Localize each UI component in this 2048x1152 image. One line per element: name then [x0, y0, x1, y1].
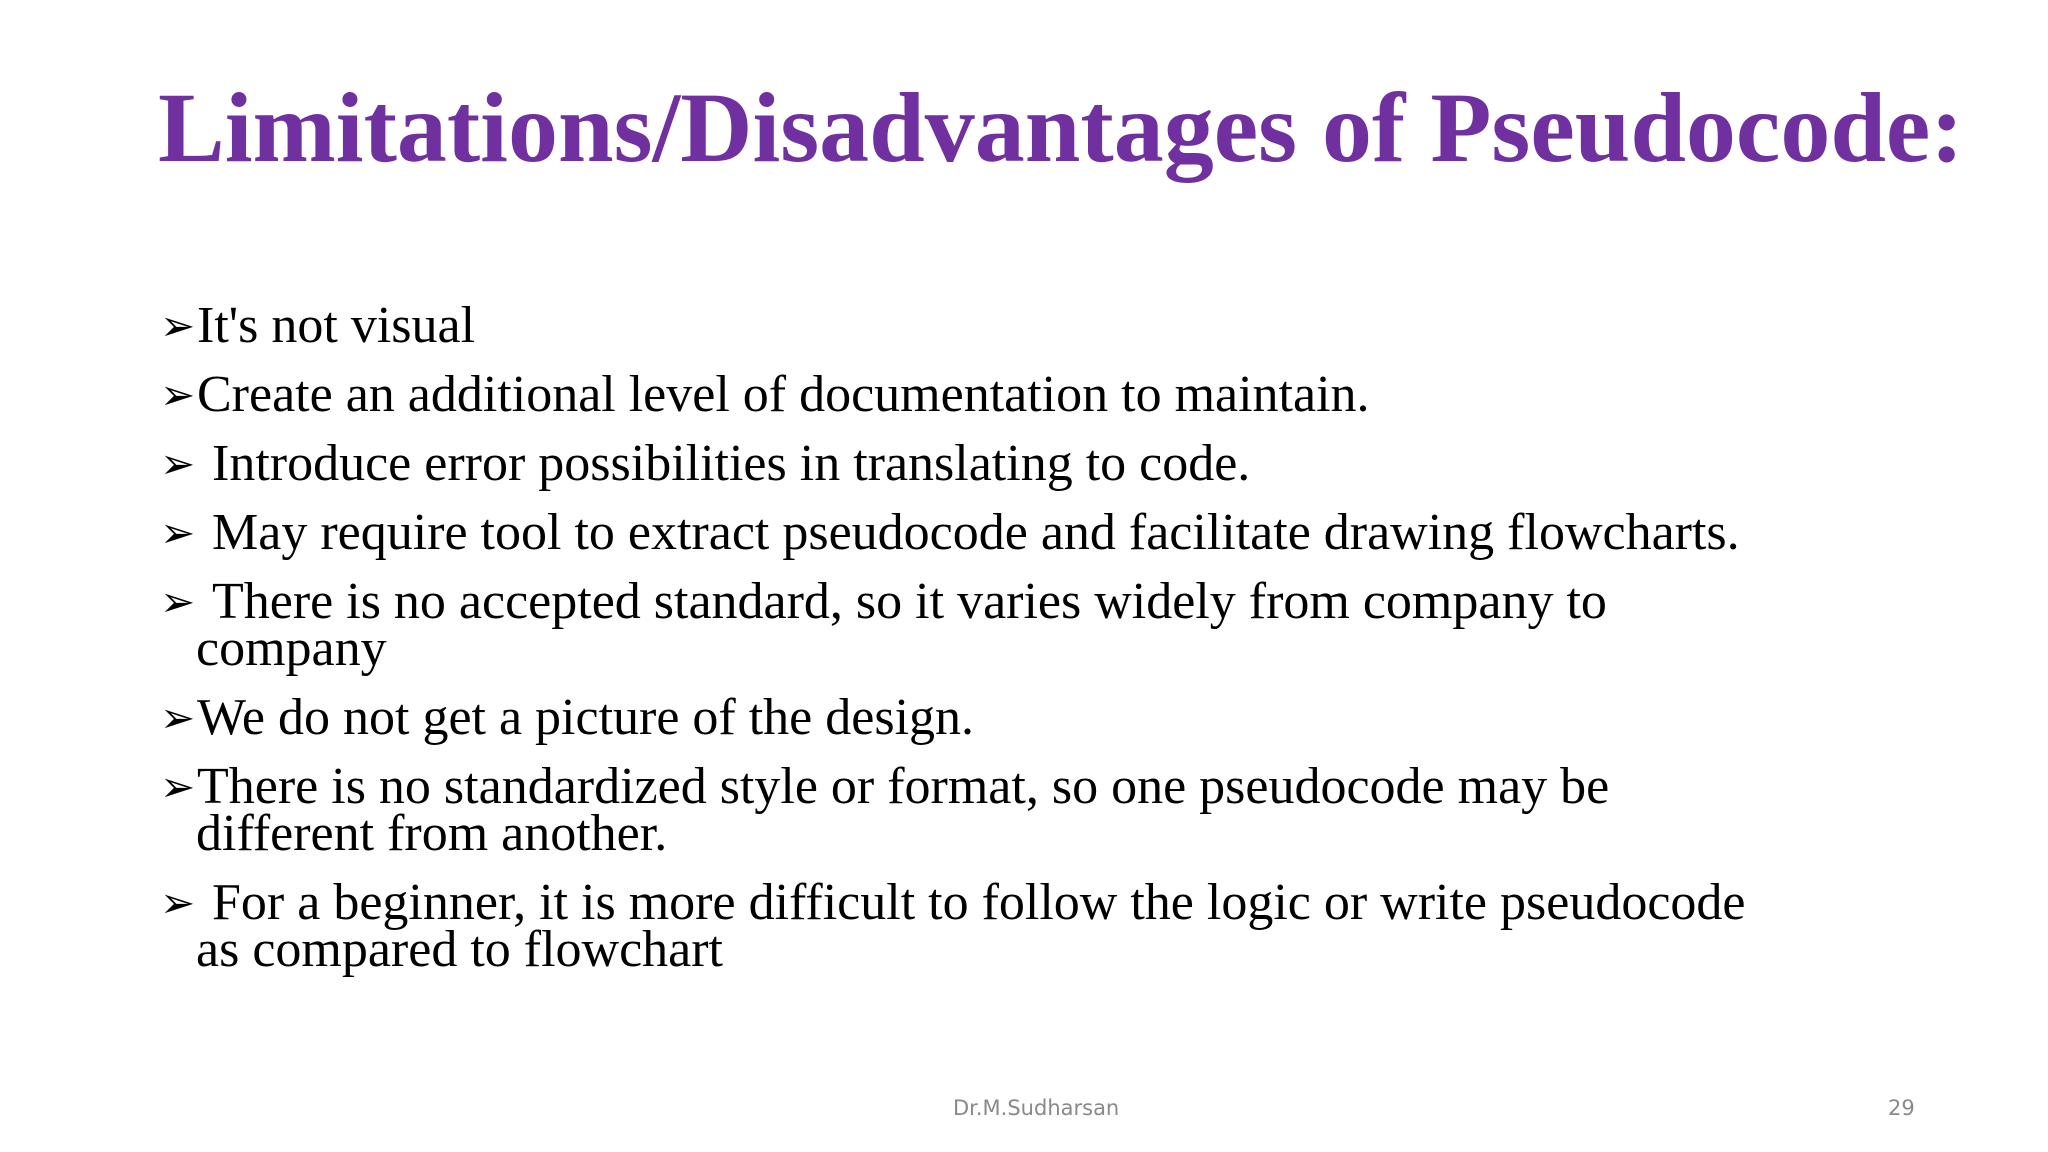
bullet-text: We do not get a picture of the design.	[197, 689, 975, 746]
bullet-continuation: company	[196, 620, 387, 677]
bullet-item	[160, 689, 1980, 746]
footer-author: Dr.M.Sudharsan	[953, 1096, 1120, 1120]
arrowhead-bullet-icon: ➢	[160, 878, 196, 927]
arrowhead-bullet-icon: ➢	[160, 577, 196, 626]
bullet-text: May require tool to extract pseudocode and facilitate drawing flowcharts.	[212, 504, 1740, 561]
bullet-item	[160, 874, 1980, 978]
bullet-continuation: different from another.	[196, 805, 668, 862]
bullet-item	[160, 297, 1980, 354]
bullet-item	[160, 435, 1980, 492]
bullet-text: Create an additional level of documentation to maintain.	[197, 366, 1370, 423]
bullet-item	[160, 366, 1980, 423]
arrowhead-bullet-icon: ➢	[160, 508, 196, 557]
arrowhead-bullet-icon: ➢	[160, 370, 196, 419]
bullet-text: There is no standardized style or format, so one pseudocode may be	[197, 758, 1610, 815]
bullet-item	[160, 573, 1980, 677]
bullet-text: There is no accepted standard, so it varies widely from company to	[212, 573, 1607, 630]
arrowhead-bullet-icon: ➢	[160, 693, 196, 742]
slide-page-number: 29	[1888, 1096, 1915, 1120]
bullet-text: For a beginner, it is more difficult to follow the logic or write pseudocode	[212, 874, 1746, 931]
bullet-list	[160, 297, 1980, 995]
bullet-text: Introduce error possibilities in translating to code.	[212, 435, 1251, 492]
arrowhead-bullet-icon: ➢	[160, 439, 196, 488]
slide-title: Limitations/Disadvantages of Pseudocode:	[158, 72, 1964, 183]
bullet-continuation: as compared to flowchart	[196, 921, 724, 978]
arrowhead-bullet-icon: ➢	[160, 301, 196, 350]
bullet-item	[160, 758, 1980, 862]
arrowhead-bullet-icon: ➢	[160, 762, 196, 811]
bullet-item	[160, 504, 1980, 561]
bullet-text: It's not visual	[197, 297, 476, 354]
